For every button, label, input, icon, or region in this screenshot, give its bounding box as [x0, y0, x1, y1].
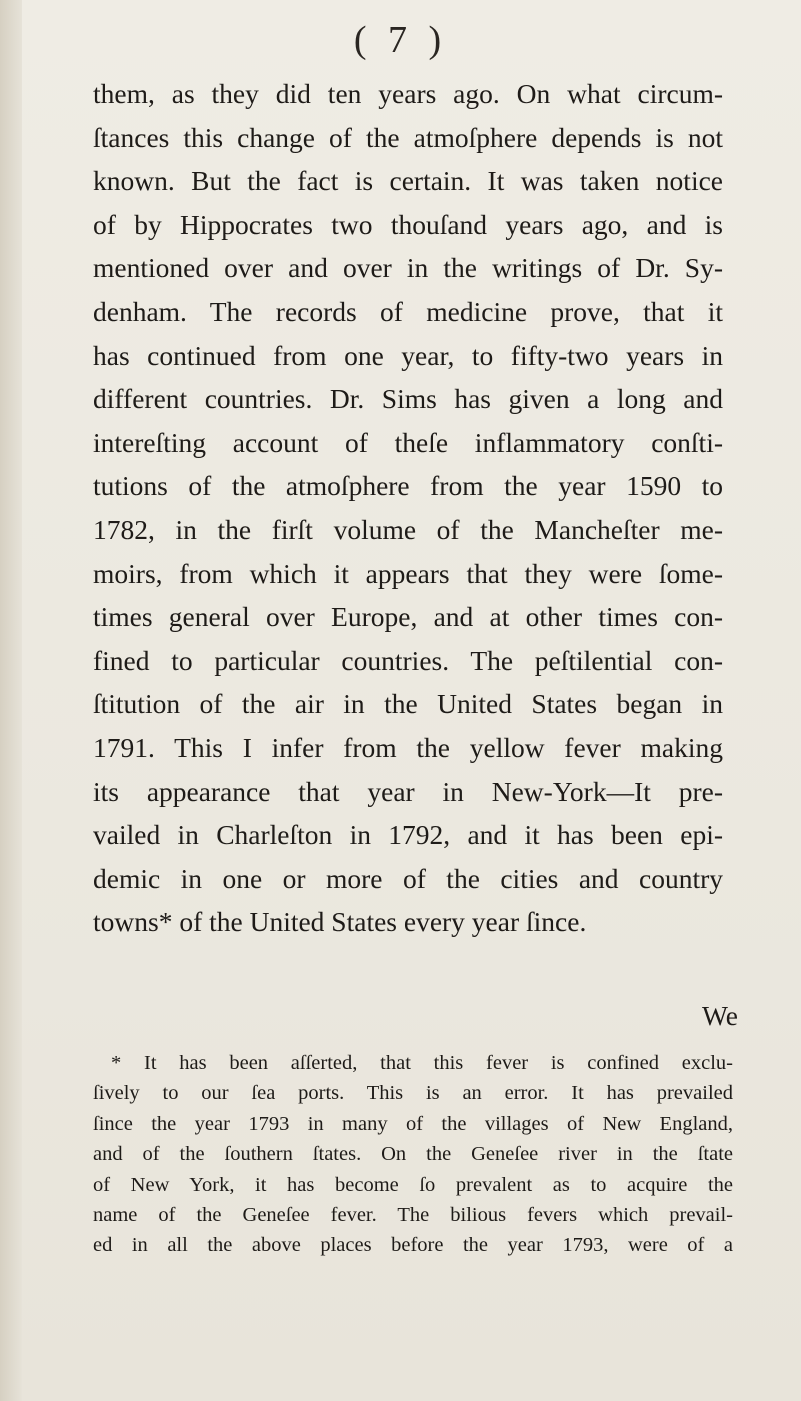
footnote-line: ed in all the above places before the year 1793, were of a — [93, 1234, 733, 1257]
text-line: towns* of the United States every year ſince. — [93, 906, 587, 938]
text-line: different countries. Dr. Sims has given a long and — [93, 383, 723, 415]
text-line: demic in one or more of the cities and country — [93, 862, 723, 894]
text-line: ſtitution of the air in the United States began in — [93, 688, 723, 720]
text-line: ſtances this change of the atmoſphere depends is not — [93, 121, 723, 153]
footnote-line: ſince the year 1793 in many of the villages of New England, — [93, 1112, 733, 1135]
text-line: fined to particular countries. The peſtilential con- — [93, 644, 723, 676]
text-line: moirs, from which it appears that they were ſome- — [93, 557, 723, 589]
footnote-line: of New York, it has become ſo prevalent as to acquire the — [93, 1173, 733, 1196]
text-line: tutions of the atmoſphere from the year 1590 to — [93, 470, 723, 502]
text-line: denham. The records of medicine prove, that it — [93, 295, 723, 327]
catchword: We — [702, 1000, 738, 1031]
text-line: has continued from one year, to fifty-two years in — [93, 339, 723, 371]
text-line: 1782, in the firſt volume of the Mancheſter me- — [93, 513, 723, 545]
footnote-line: name of the Geneſee fever. The bilious fevers which prevail- — [93, 1203, 733, 1226]
footnote — [93, 1048, 733, 1261]
text-line: 1791. This I infer from the yellow fever making — [93, 731, 723, 763]
text-line: them, as they did ten years ago. On what circum- — [93, 78, 723, 109]
main-text — [93, 72, 723, 944]
footnote-line: and of the ſouthern ſtates. On the Geneſee river in the ſtate — [93, 1143, 733, 1166]
footnote-line: ſively to our ſea ports. This is an error. It has prevailed — [93, 1082, 733, 1105]
text-line: its appearance that year in New-York—It pre- — [93, 775, 723, 807]
text-line: of by Hippocrates two thouſand years ago, and is — [93, 208, 723, 240]
page-edge-shadow — [0, 0, 22, 1401]
page-number: ( 7 ) — [353, 19, 448, 61]
text-line: times general over Europe, and at other times con- — [93, 601, 723, 633]
text-line: known. But the fact is certain. It was taken notice — [93, 165, 723, 197]
text-line: vailed in Charleſton in 1792, and it has been epi- — [93, 819, 723, 851]
text-line: intereſting account of theſe inflammatory conſti- — [93, 426, 723, 458]
text-line: mentioned over and over in the writings of Dr. Sy- — [93, 252, 723, 284]
footnote-line: * It has been aſſerted, that this fever is confined exclu- — [111, 1052, 733, 1074]
